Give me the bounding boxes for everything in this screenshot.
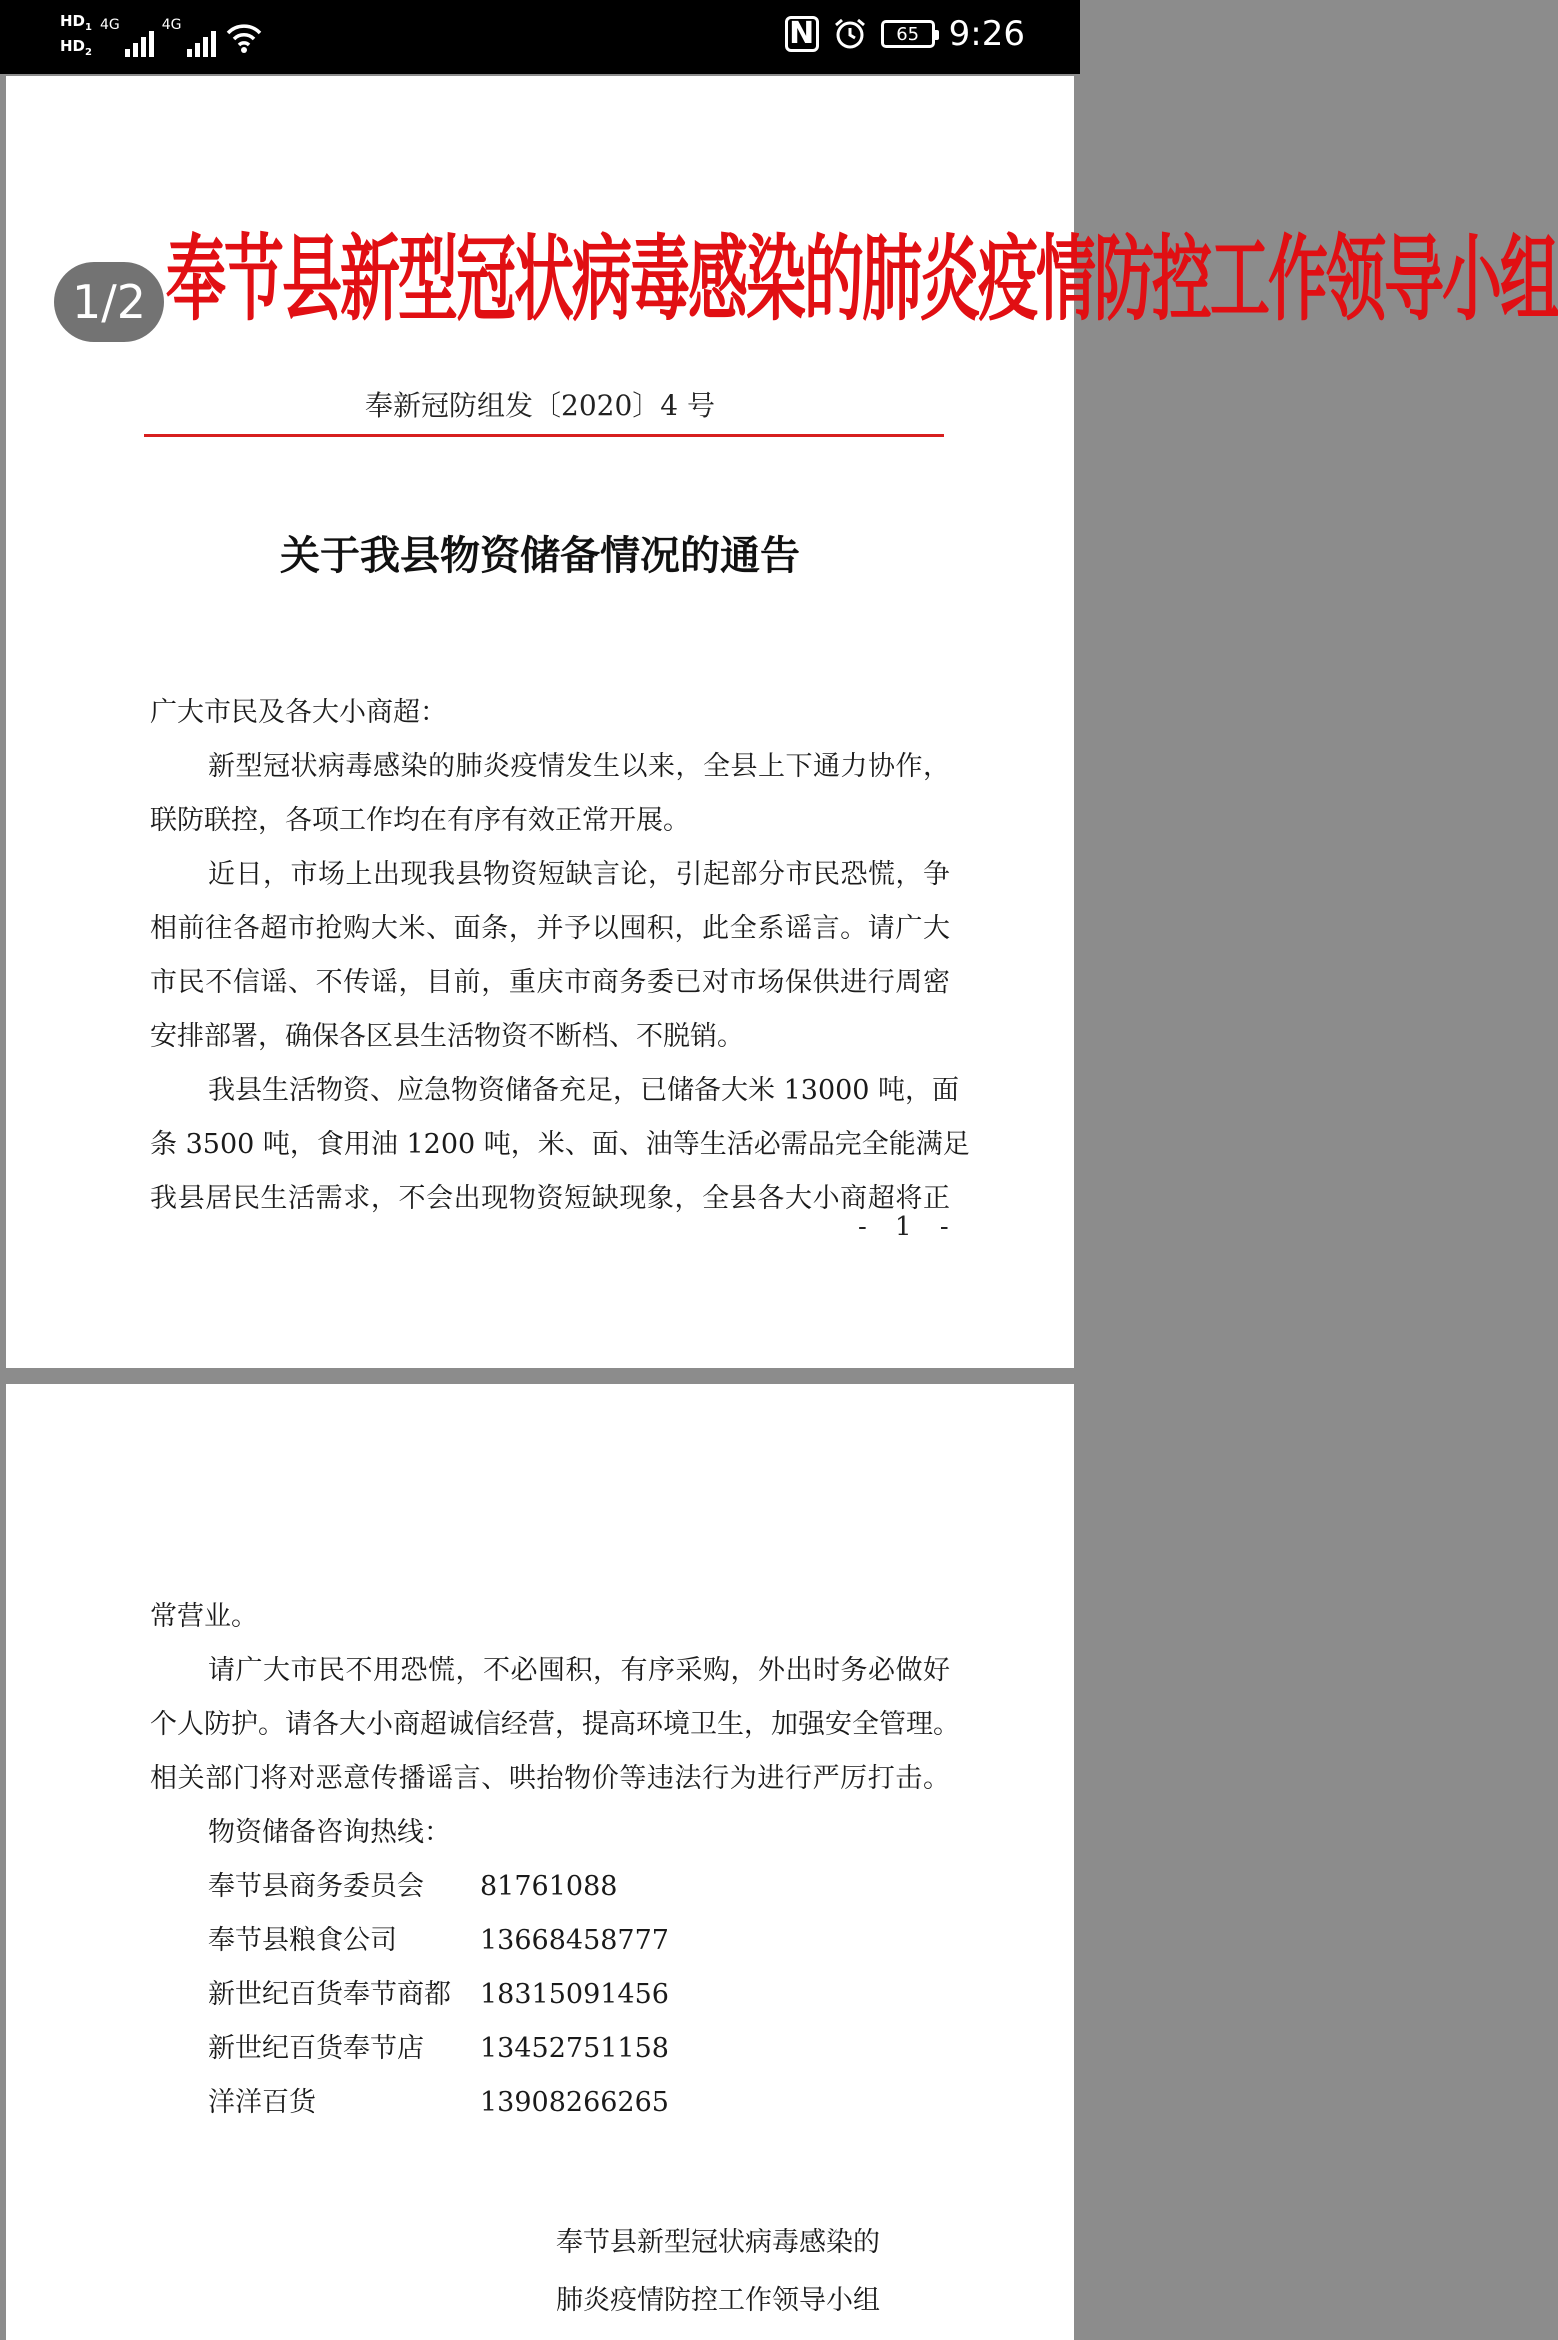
hotline-row	[150, 1968, 950, 2022]
hd1-icon: $HD_1$	[60, 12, 92, 33]
body-line: 新型冠状病毒感染的肺炎疫情发生以来，全县上下通力协作，	[208, 751, 950, 782]
body-line: 联防联控，各项工作均在有序有效正常开展。	[150, 805, 690, 836]
hotline-phone: 18315091456	[480, 1979, 669, 2010]
signal-2-icon: 4G	[162, 17, 216, 57]
body-line: 相关部门将对恶意传播谣言、哄抬物价等违法行为进行严厉打击。	[150, 1763, 950, 1794]
hotline-phone: 81761088	[480, 1871, 618, 1902]
hotline-name: 新世纪百货奉节商都	[208, 1979, 451, 2010]
signature-line: 肺炎疫情防控工作领导小组	[556, 2285, 880, 2316]
body-line: 我县生活物资、应急物资储备充足，已储备大米 13000 吨，面	[208, 1075, 960, 1106]
body-line: 常营业。	[150, 1601, 258, 1632]
hotline-name: 奉节县商务委员会	[208, 1871, 424, 1902]
page2-body	[150, 1590, 960, 2130]
body-line: 近日，市场上出现我县物资短缺言论，引起部分市民恐慌，争	[208, 859, 950, 890]
hotline-name: 新世纪百货奉节店	[208, 2033, 424, 2064]
alarm-icon	[833, 17, 867, 51]
page-number: - 1 -	[858, 1212, 959, 1242]
salutation: 广大市民及各大小商超：	[150, 697, 447, 728]
org-header: 奉节县新型冠状病毒感染的肺炎疫情防控工作领导小组	[166, 226, 1558, 335]
body-line: 个人防护。请各大小商超诚信经营，提高环境卫生，加强安全管理。	[150, 1709, 960, 1740]
document-page-2	[6, 1384, 1074, 2340]
document-number: 奉新冠防组发〔2020〕4 号	[365, 389, 715, 422]
hotline-phone: 13908266265	[480, 2087, 669, 2118]
body-line: 安排部署，确保各区县生活物资不断档、不脱销。	[150, 1021, 744, 1052]
nfc-icon: N	[785, 16, 819, 52]
battery-icon: 65	[881, 20, 935, 48]
hotline-row	[150, 2022, 950, 2076]
body-line: 我县居民生活需求，不会出现物资短缺现象，全县各大小商超将正	[150, 1183, 950, 1214]
body-line: 条 3500 吨，食用油 1200 吨，米、面、油等生活必需品完全能满足	[150, 1129, 970, 1160]
hotline-name: 洋洋百货	[208, 2087, 316, 2118]
hotline-row	[150, 2076, 950, 2130]
hotline-name: 奉节县粮食公司	[208, 1925, 397, 1956]
clock: 9:26	[948, 14, 1025, 54]
body-line: 相前往各超市抢购大米、面条，并予以囤积，此全系谣言。请广大	[150, 913, 950, 944]
page1-body	[150, 686, 970, 1226]
hd2-icon: $HD_2$	[60, 37, 92, 58]
status-right	[785, 14, 1025, 54]
status-bar	[0, 0, 1080, 74]
hotline-row	[150, 1914, 950, 1968]
hotline-phone: 13452751158	[480, 2033, 669, 2064]
status-left	[60, 12, 264, 62]
wifi-icon	[224, 17, 264, 57]
document-page-1	[6, 76, 1558, 1368]
signature-line: 奉节县新型冠状病毒感染的	[556, 2227, 880, 2258]
hotline-phone: 13668458777	[480, 1925, 669, 1956]
document-title: 关于我县物资储备情况的通告	[280, 532, 800, 579]
signature-block	[556, 2214, 880, 2330]
body-line: 请广大市民不用恐慌，不必囤积，有序采购，外出时务必做好	[208, 1655, 950, 1686]
body-line: 市民不信谣、不传谣，目前，重庆市商务委已对市场保供进行周密	[150, 967, 950, 998]
signal-1-icon: 4G	[100, 17, 154, 57]
hotline-row	[150, 1860, 950, 1914]
hotline-heading: 物资储备咨询热线：	[208, 1817, 451, 1848]
hd-indicators	[60, 12, 92, 62]
page-indicator: 1/2	[54, 262, 164, 342]
red-divider	[144, 434, 944, 437]
